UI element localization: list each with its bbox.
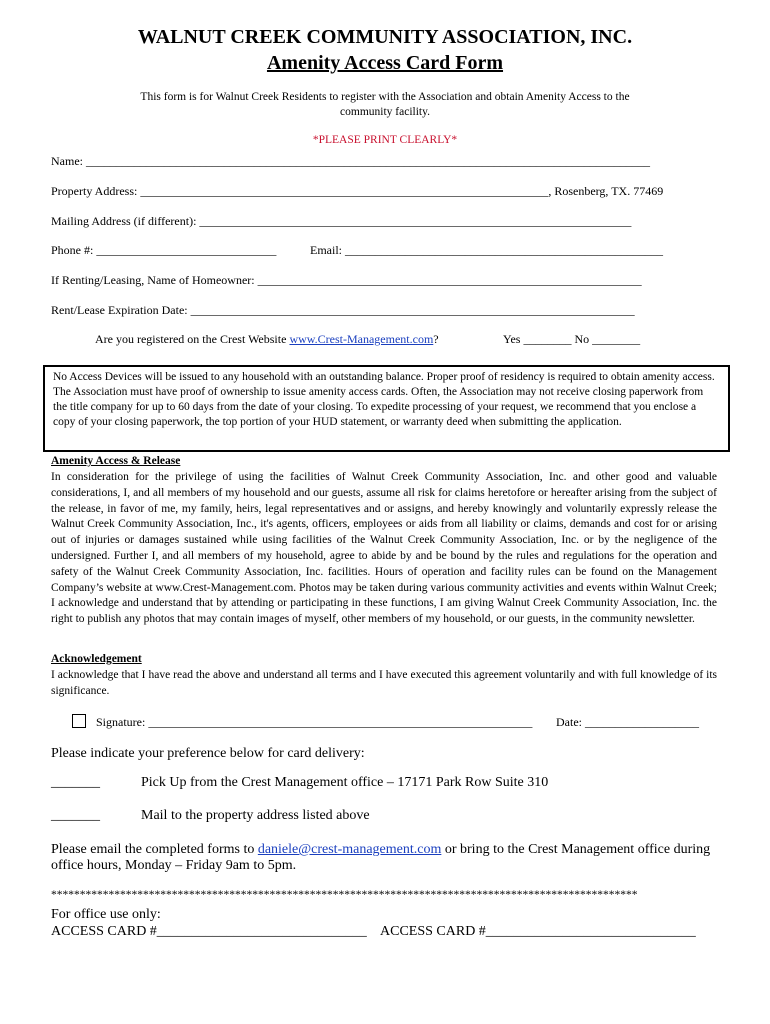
signature-field[interactable]: Signature: ________________________________________________________________ — [96, 715, 533, 729]
acknowledgement-heading: Acknowledgement — [51, 653, 142, 665]
crest-question-end: ? — [433, 332, 439, 346]
office-use-heading: For office use only: — [51, 907, 161, 922]
mailing-address-field[interactable]: Mailing Address (if different): ________________________________________________________________________ — [51, 214, 632, 228]
mail-option-blank[interactable]: _______ — [51, 808, 100, 823]
intro-line-2: community facility. — [340, 106, 430, 118]
property-address-field[interactable] — [51, 184, 663, 199]
mail-option-label: Mail to the property address listed above — [141, 808, 370, 823]
delivery-prompt: Please indicate your preference below for card delivery: — [51, 746, 365, 761]
pickup-option-blank[interactable]: _______ — [51, 775, 100, 790]
date-field[interactable]: Date: ___________________ — [556, 715, 699, 729]
release-heading: Amenity Access & Release — [51, 455, 181, 467]
pickup-option-label: Pick Up from the Crest Management office – 17171 Park Row Suite 310 — [141, 775, 549, 790]
release-body: In consideration for the privilege of using the facilities of Walnut Creek Community Association, Inc. and other good and valuable considerations, I, and all members of my household and our guests, assume all risk for claims heretofore or hereafter arising from the subject of the release, in favor of me, my family, heirs, legal representatives and or assigns, and hereby knowingly and voluntarily expressly release the Walnut Creek Community Association, Inc., it's agents, officers, employees or aids from all liability or claims, demands and cost for or arising out of injuries or damages sustained while using facilities of the Walnut Creek Community Association, Inc. or by the negligence of the undersigned. Further I, and all members of my household, agree to abide by and be bound by the rules and regulations for the operation and safety of the Walnut Creek Community Association, Inc. facilities. Hours of operation and facility rules can be found on the Management Company’s website at www.Crest-Management.com. Photos may be taken during various community activities and events within Walnut Creek; I acknowledge and understand that by attending or participating in these functions, I am giving Walnut Creek Community Association, Inc. the right to publish any photos that may contain images of myself, other members of my household, or our guests, in the community newsletter. — [51, 471, 717, 626]
access-card-2-field[interactable]: ACCESS CARD #______________________________ — [380, 924, 696, 939]
phone-field[interactable]: Phone #: ______________________________ — [51, 243, 277, 257]
office-hours: office hours, Monday – Friday 9am to 5pm. — [51, 858, 297, 873]
name-field[interactable]: Name: ______________________________________________________________________________________________ — [51, 154, 650, 168]
property-address-city: , Rosenberg, TX. 77469 — [548, 184, 664, 198]
separator-stars: ****************************************************************************************************** — [51, 889, 638, 901]
yes-no-field[interactable]: Yes ________ No ________ — [503, 332, 641, 346]
org-name: WALNUT CREEK COMMUNITY ASSOCIATION, INC. — [137, 26, 633, 48]
access-notice-box: No Access Devices will be issued to any household with an outstanding balance. Proper proof of residency is required to obtain amenity access. The Association must have proof of ownership to issue amenity access cards. Often, the Association may not receive closing paperwork from the title company for up to 60 days from the date of your closing. To expedite processing of your request, we recommend that you enclose a copy of your closing paperwork, the top portion of your HUD statement, or warranty deed when submitting the application. — [43, 365, 730, 452]
email-field[interactable]: Email: _____________________________________________________ — [310, 243, 663, 257]
access-card-1-field[interactable]: ACCESS CARD #______________________________ — [51, 924, 367, 939]
property-address-label: Property Address: ____________________________________________________________________ — [51, 184, 549, 198]
form-title: Amenity Access Card Form — [266, 52, 504, 74]
crest-registration-question — [95, 332, 439, 347]
submit-text-after: or bring to the Crest Management office during — [441, 842, 711, 857]
crest-question-text: Are you registered on the Crest Website — [95, 332, 290, 346]
acknowledgement-body: I acknowledge that I have read the above and understand all terms and I have executed this agreement voluntarily and with full knowledge of its significance. — [51, 669, 717, 697]
submit-instructions — [51, 842, 710, 858]
intro-line-1: This form is for Walnut Creek Residents to register with the Association and obtain Amenity Access to the — [140, 91, 630, 103]
print-clearly-notice: *PLEASE PRINT CLEARLY* — [312, 134, 458, 146]
submit-text-before: Please email the completed forms to — [51, 842, 258, 857]
lease-expiration-field[interactable]: Rent/Lease Expiration Date: __________________________________________________________________________ — [51, 303, 635, 317]
agreement-checkbox[interactable] — [72, 714, 86, 728]
submit-email-link[interactable]: daniele@crest-management.com — [257, 842, 442, 857]
crest-website-link[interactable]: www.Crest-Management.com — [289, 332, 434, 346]
homeowner-name-field[interactable]: If Renting/Leasing, Name of Homeowner: ________________________________________________________________ — [51, 273, 642, 287]
